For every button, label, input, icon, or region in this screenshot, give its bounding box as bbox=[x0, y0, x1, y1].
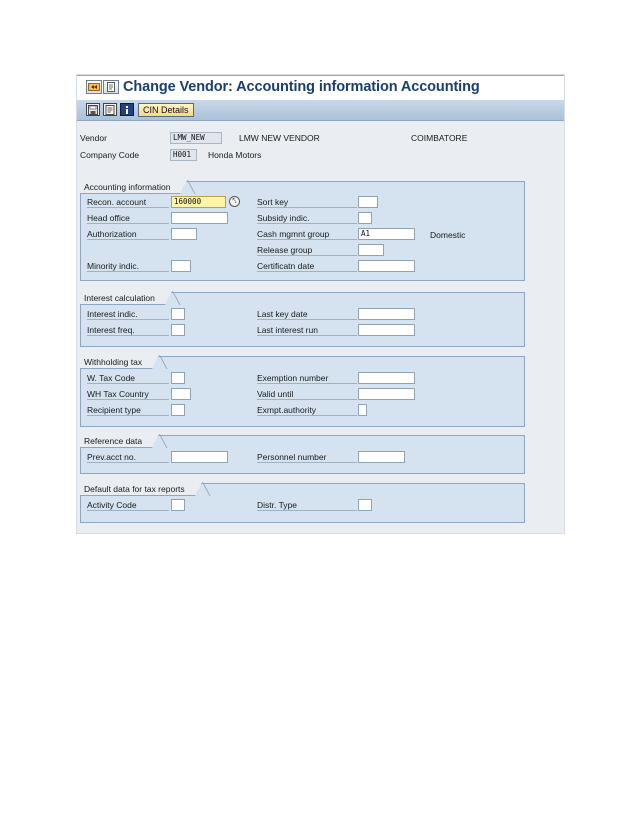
company-code-field: H001 bbox=[170, 149, 197, 161]
wh-tax-country-label: WH Tax Country bbox=[87, 389, 169, 400]
minority-indic-field[interactable] bbox=[171, 260, 191, 272]
cash-group-description: Domestic bbox=[430, 230, 466, 240]
recipient-type-field[interactable] bbox=[171, 404, 185, 416]
title-bar bbox=[77, 75, 564, 101]
exemption-number-label: Exemption number bbox=[257, 373, 357, 384]
document-icon[interactable] bbox=[103, 80, 119, 94]
valid-until-field[interactable] bbox=[358, 388, 415, 400]
exmpt-authority-field[interactable] bbox=[358, 404, 367, 416]
valid-until-label: Valid until bbox=[257, 389, 357, 400]
exmpt-authority-label: Exmpt.authority bbox=[257, 405, 357, 416]
activity-code-label: Activity Code bbox=[87, 500, 169, 511]
group-title: Default data for tax reports bbox=[80, 483, 196, 496]
company-code-label: Company Code bbox=[80, 150, 140, 160]
subsidy-indic-field[interactable] bbox=[358, 212, 372, 224]
display-icon[interactable] bbox=[103, 103, 117, 116]
release-group-field[interactable] bbox=[358, 244, 384, 256]
save-icon[interactable] bbox=[86, 103, 100, 116]
prev-acct-no-label: Prev.acct no. bbox=[87, 452, 169, 463]
personnel-number-field[interactable] bbox=[358, 451, 405, 463]
cin-details-button[interactable]: CIN Details bbox=[138, 103, 194, 117]
withholding-tax-group bbox=[80, 356, 525, 427]
group-title: Accounting information bbox=[80, 181, 181, 194]
activity-code-field[interactable] bbox=[171, 499, 185, 511]
personnel-number-label: Personnel number bbox=[257, 452, 357, 463]
vendor-field: LMW_NEW bbox=[170, 132, 222, 144]
head-office-field[interactable] bbox=[171, 212, 228, 224]
interest-indic-label: Interest indic. bbox=[87, 309, 169, 320]
info-icon[interactable] bbox=[120, 103, 134, 116]
w-tax-code-field[interactable] bbox=[171, 372, 185, 384]
page-title: Change Vendor: Accounting information Accounting bbox=[123, 79, 480, 95]
authorization-label: Authorization bbox=[87, 229, 169, 240]
certificatn-date-field[interactable] bbox=[358, 260, 415, 272]
vendor-name: LMW NEW VENDOR bbox=[239, 133, 320, 143]
authorization-field[interactable] bbox=[171, 228, 197, 240]
cash-mgmnt-group-field[interactable]: A1 bbox=[358, 228, 415, 240]
matchcode-icon[interactable]: ⤣ bbox=[229, 196, 240, 207]
recipient-type-label: Recipient type bbox=[87, 405, 169, 416]
execute-icon[interactable] bbox=[86, 80, 102, 94]
prev-acct-no-field[interactable] bbox=[171, 451, 228, 463]
accounting-information-group bbox=[80, 181, 525, 281]
tax-reports-group bbox=[80, 483, 525, 523]
group-title: Reference data bbox=[80, 435, 153, 448]
interest-calculation-group bbox=[80, 292, 525, 347]
exemption-number-field[interactable] bbox=[358, 372, 415, 384]
last-key-date-field[interactable] bbox=[358, 308, 415, 320]
subsidy-indic-label: Subsidy indic. bbox=[257, 213, 357, 224]
sort-key-field[interactable] bbox=[358, 196, 378, 208]
group-title: Interest calculation bbox=[80, 292, 166, 305]
distr-type-label: Distr. Type bbox=[257, 500, 357, 511]
company-name: Honda Motors bbox=[208, 150, 262, 160]
interest-indic-field[interactable] bbox=[171, 308, 185, 320]
last-key-date-label: Last key date bbox=[257, 309, 357, 320]
interest-freq-field[interactable] bbox=[171, 324, 185, 336]
reference-data-group bbox=[80, 435, 525, 474]
sort-key-label: Sort key bbox=[257, 197, 357, 208]
distr-type-field[interactable] bbox=[358, 499, 372, 511]
release-group-label: Release group bbox=[257, 245, 357, 256]
sap-screen bbox=[77, 75, 564, 533]
head-office-label: Head office bbox=[87, 213, 169, 224]
last-interest-run-label: Last interest run bbox=[257, 325, 357, 336]
group-title: Withholding tax bbox=[80, 356, 153, 369]
recon-account-label: Recon. account bbox=[87, 197, 169, 208]
application-toolbar bbox=[77, 100, 564, 121]
certificatn-date-label: Certificatn date bbox=[257, 261, 357, 272]
minority-indic-label: Minority indic. bbox=[87, 261, 169, 272]
last-interest-run-field[interactable] bbox=[358, 324, 415, 336]
cash-mgmnt-group-label: Cash mgmnt group bbox=[257, 229, 357, 240]
vendor-city: COIMBATORE bbox=[411, 133, 468, 143]
wh-tax-country-field[interactable] bbox=[171, 388, 191, 400]
w-tax-code-label: W. Tax Code bbox=[87, 373, 169, 384]
interest-freq-label: Interest freq. bbox=[87, 325, 169, 336]
recon-account-field[interactable]: 160000 bbox=[171, 196, 226, 208]
vendor-label: Vendor bbox=[80, 133, 107, 143]
